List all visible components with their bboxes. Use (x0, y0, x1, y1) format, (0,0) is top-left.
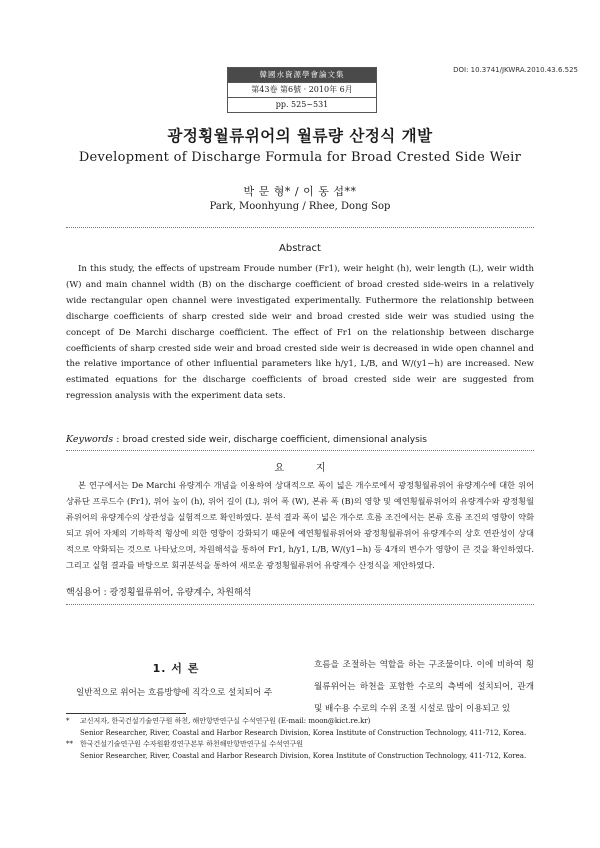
authors-korean: 박 문 형* / 이 동 섭** (243, 185, 357, 198)
intro-text-left (66, 682, 286, 704)
intro-column-left (66, 660, 286, 704)
footnote-rule (66, 713, 186, 714)
divider (66, 227, 534, 228)
footnote-ko: 교신저자, 한국건설기술연구원 하천, 해안항만연구실 수석연구원 (E-mail: moon@kict.re.kr) (80, 717, 371, 725)
divider (66, 604, 534, 605)
journal-pages: pp. 525~531 (228, 97, 376, 112)
footnote-mark: * (66, 717, 70, 725)
journal-volume-issue: 第43卷 第6號 · 2010年 6月 (228, 82, 376, 97)
keywords (66, 434, 534, 445)
journal-info-box (227, 67, 377, 113)
footnote-en: Senior Researcher, River, Coastal and Harbor Research Division, Korea Institute of Construction Technology, 411-712, Korea. (80, 728, 527, 737)
footnote-en: Senior Researcher, River, Coastal and Harbor Research Division, Korea Institute of Construction Technology, 411-712, Korea. (80, 751, 527, 760)
footnote-2 (66, 739, 534, 762)
abstract-body: In this study, the effects of upstream Froude number (Fr1), weir height (h), weir length (L), weir width (W) and main channel width (B) on the discharge coefficient of broad crested side-weirs in a relatively wide rectangular open channel were investigated experimentally. Futhermore the relationship between discharge coefficients of sharp crested side weir and broad crested side weir was studied using the concept of De Marchi discharge coefficient. The effect of Fr1 on the relationship between discharge coefficients of sharp crested side weir and broad crested side weir is decreased in wide open channel and the relative importance of other influential parameters like h/y1, L/B, and W/(y1−h) are increased. New estimated equations for the discharge coefficients of broad crested side weir are suggested from regression analysis with the experiment data sets. (66, 264, 534, 402)
keywords-text: broad crested side weir, discharge coefficient, dimensional analysis (122, 435, 427, 445)
summary-body: 본 연구에서는 De Marchi 유량계수 개념을 이용하여 상대적으로 폭이 넓은 개수로에서 광정횡월류위어 유량계수에 대한 위어 상류단 프루드수 (Fr1), 위어 높이 (h), 위어 길이 (L), 위어 폭 (W), 본류 폭 (B)의 영향 및 예연횡월류위어의 유량계수와 광정횡월류위어의 유량계수의 상관성을 실험적으로 확인하였다. 분석 결과 폭이 넓은 개수로 흐름 조건에서는 본류 흐름 조건의 영향이 약화되고 위어 자체의 기하학적 형상에 의한 영향이 강화되기 때문에 예연횡월류위어와 광정횡월류위어 유량계수의 상호 연관성이 상대적으로 약화되는 것으로 나타났으며, 차원해석을 통하여 Fr1, h/y1, L/B, W/(y1−h) 등 4개의 변수가 영향이 큰 것을 확인하였다. 그리고 실험 결과를 바탕으로 회귀분석을 통하여 새로운 광정횡월류위어 유량계수 산정식을 제안하였다. (66, 480, 534, 570)
footnote-1 (66, 716, 534, 739)
title-korean: 광정횡월류위어의 월류량 산정식 개발 (167, 127, 433, 145)
doi: DOI: 10.3741/JKWRA.2010.43.6.525 (453, 66, 578, 74)
summary-heading: 요 지 (274, 463, 326, 474)
title-english: Development of Discharge Formula for Broad Crested Side Weir (78, 150, 522, 165)
divider (66, 450, 534, 451)
journal-name: 韓國水資源學會論文集 (228, 68, 376, 82)
intro-left-body: 일반적으로 위어는 흐름방향에 직각으로 설치되어 주 (76, 688, 273, 698)
section-title: 1. 서 론 (152, 662, 200, 675)
abstract-text (66, 262, 534, 405)
keywords-label: Keywords (66, 434, 114, 445)
intro-text-right: 흐름을 조절하는 역할을 하는 구조물이다. 이에 비하여 횡월류위어는 하천을 포함한 수로의 측벽에 설치되어, 관개 및 배수용 수로의 수위 조절 시설로 많이 이용되고 있 (314, 660, 534, 714)
footnote-ko: 한국건설기술연구원 수자원환경연구본부 하천해안항만연구실 수석연구원 (80, 740, 304, 748)
footnotes (66, 716, 534, 762)
footnote-mark: ** (66, 740, 73, 748)
authors-english: Park, Moonhyung / Rhee, Dong Sop (209, 201, 391, 212)
keywords-separator: : (113, 434, 123, 445)
summary-text (66, 478, 534, 573)
core-terms: 핵심용어 : 광정횡월류위어, 유량계수, 차원해석 (66, 588, 252, 598)
abstract-heading: Abstract (279, 243, 321, 254)
